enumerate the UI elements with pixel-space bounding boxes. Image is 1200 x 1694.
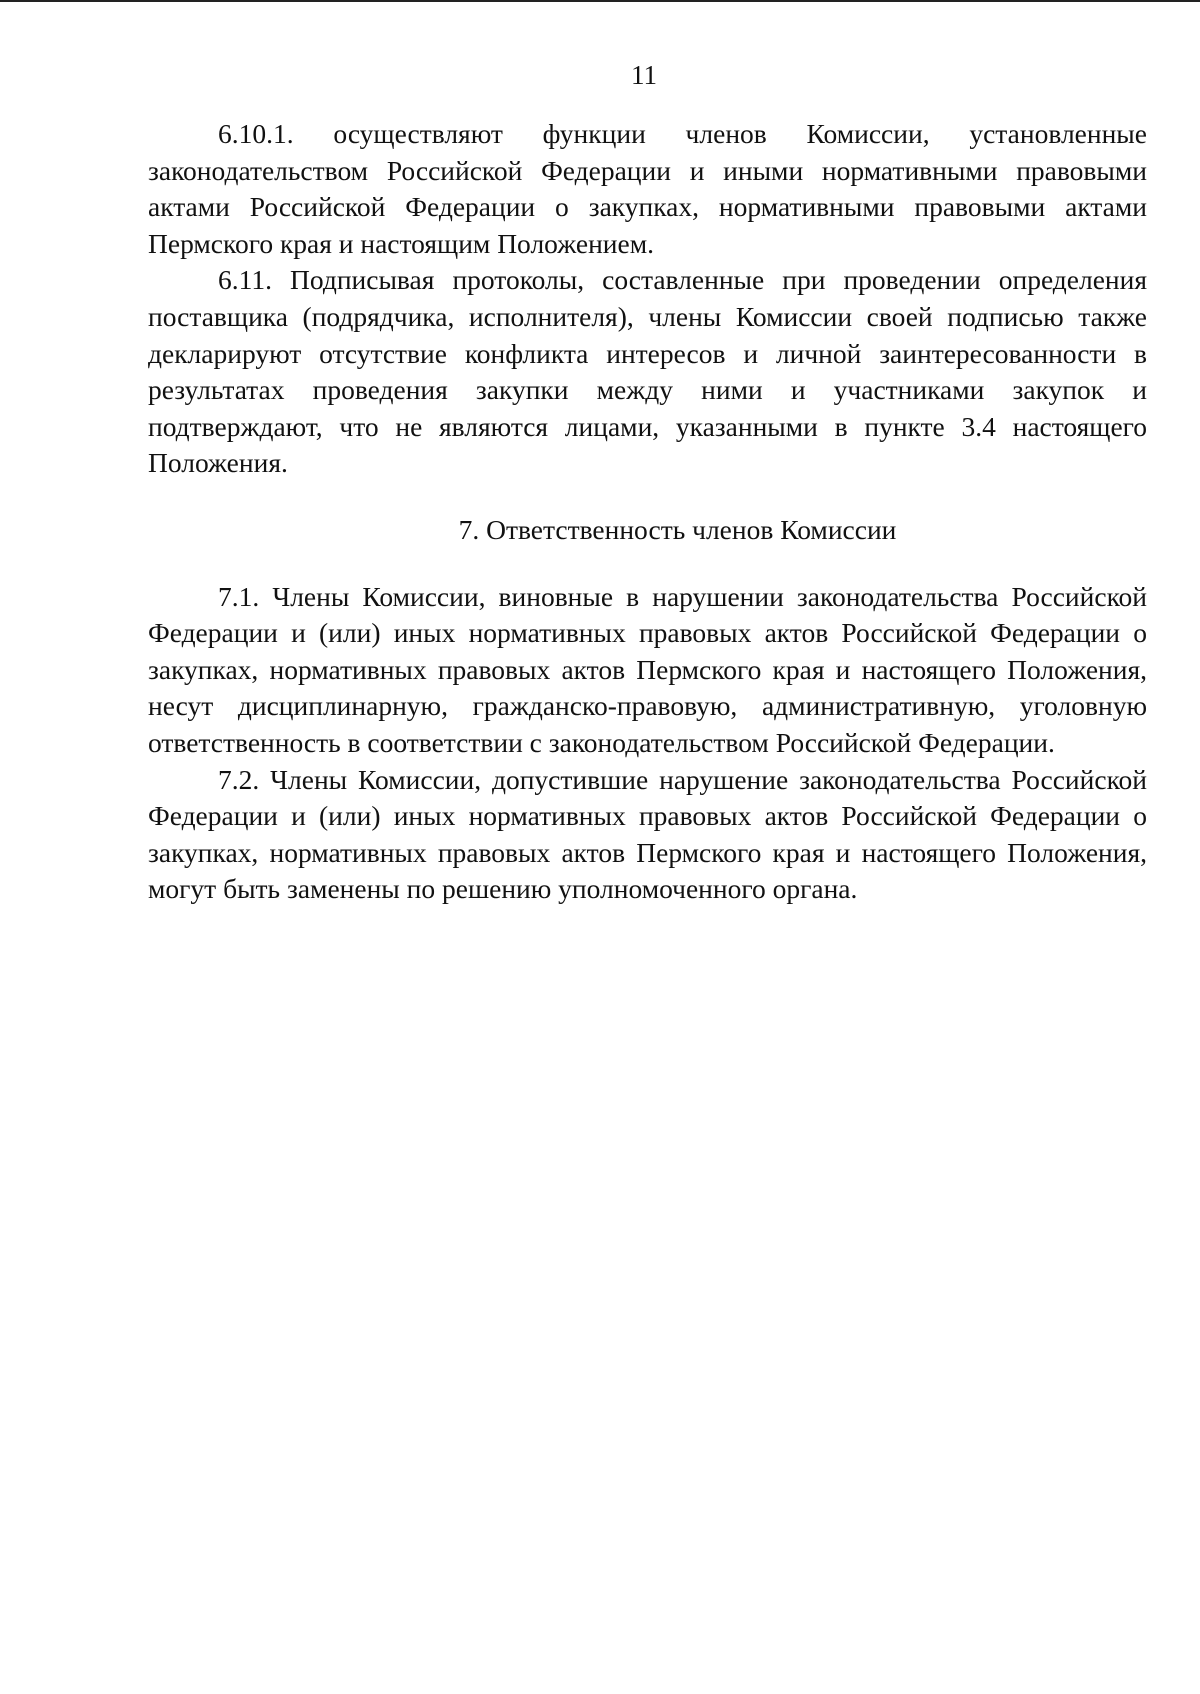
section-7-heading: 7. Ответственность членов Комиссии [458,513,897,545]
paragraph-7-2: 7.2. Члены Комиссии, допустившие нарушение законодательства Российской Федерации и (или) иных нормативных правовых актов Российской Федерации о закупках, нормативных правовых актов Пермского края и настоящего Положения, могут быть заменены по решению уполномоченного органа. [148,763,1147,905]
scan-edge [0,0,1200,2]
document-body [148,116,1147,908]
page-number: 11 [631,60,657,90]
section-spacer [148,549,1147,579]
paragraph-7-1: 7.1. Члены Комиссии, виновные в нарушении законодательства Российской Федерации и (или) иных нормативных правовых актов Российской Федерации о закупках, нормативных правовых актов Пермского края и настоящего Положения, несут дисциплинарную, гражданско-правовую, административную, уголовную ответственность в соответствии с законодательством Российской Федерации. [148,580,1147,758]
section-spacer [148,482,1147,512]
paragraph-6-10-1: 6.10.1. осуществляют функции членов Комиссии, установленные законодательством Российской Федерации и иными нормативными правовыми актами Российской Федерации о закупках, нормативными правовыми актами Пермского края и настоящим Положением. [148,118,1147,259]
paragraph-6-11: 6.11. Подписывая протоколы, составленные при проведении определения поставщика (подрядчика, исполнителя), члены Комиссии своей подписью также декларируют отсутствие конфликта интересов и личной заинтересованности в результатах проведения закупки между ними и участниками закупок и подтверждают, что не являются лицами, указанными в пункте 3.4 настоящего Положения. [148,264,1147,479]
